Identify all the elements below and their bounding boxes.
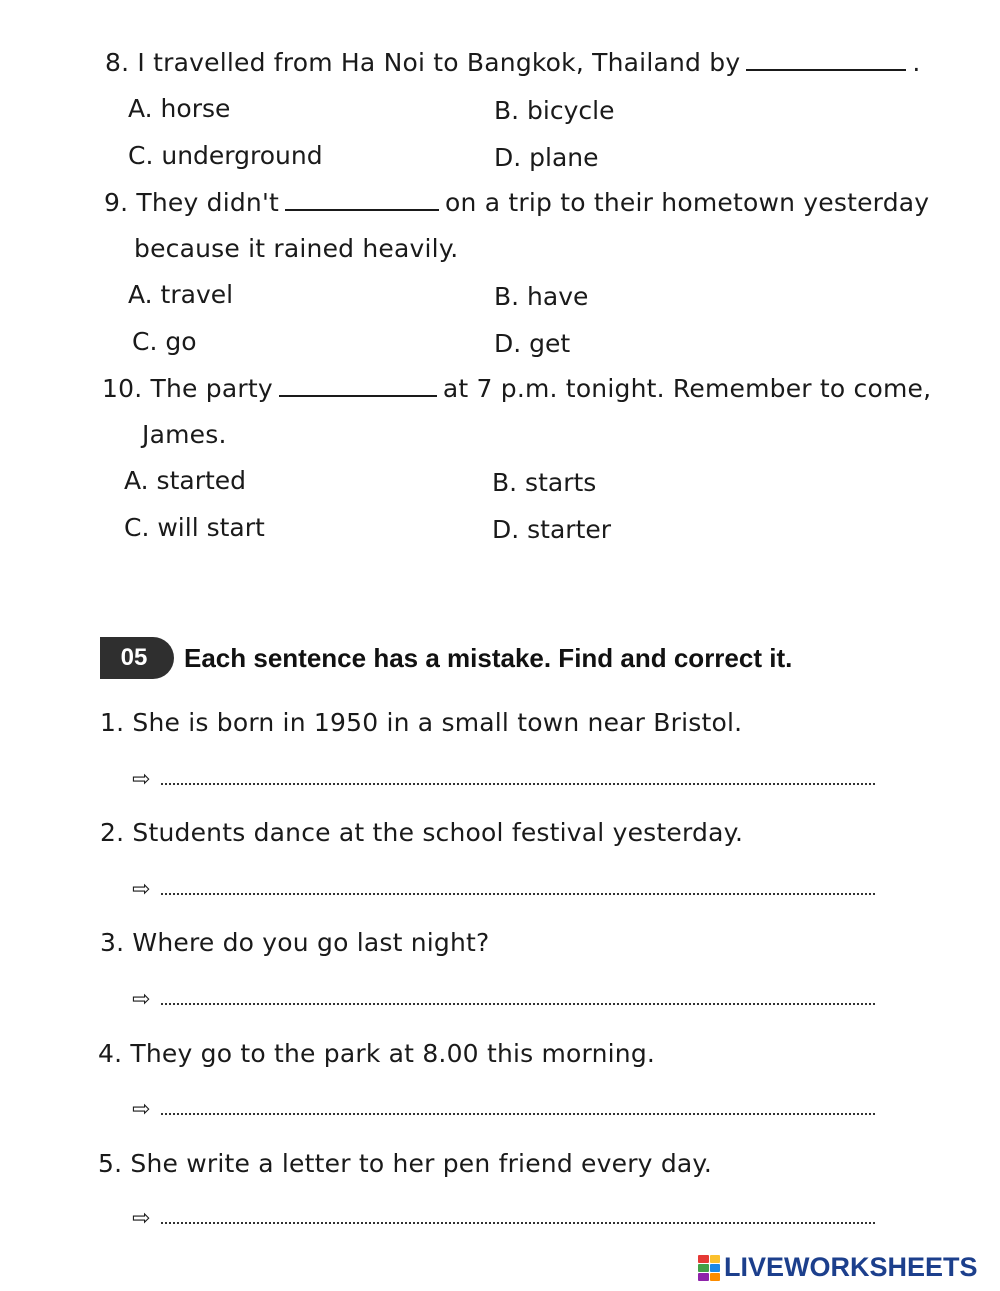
arrow-icon: ⇨ <box>132 1206 151 1231</box>
dotted-answer-field[interactable] <box>160 782 876 786</box>
q9-option-a[interactable]: A. travel <box>128 280 234 309</box>
sentence-5: 5. She write a letter to her pen friend every day. <box>98 1149 712 1178</box>
answer-line-1[interactable] <box>132 762 876 792</box>
q9-option-d[interactable]: D. get <box>494 329 571 358</box>
question-8-period: . <box>912 48 921 77</box>
q9-option-c[interactable]: C. go <box>132 327 197 356</box>
q10-option-b[interactable]: B. starts <box>492 468 597 497</box>
answer-line-5[interactable] <box>132 1201 876 1231</box>
q10-option-c[interactable]: C. will start <box>124 513 265 542</box>
q8-option-a[interactable]: A. horse <box>128 94 231 123</box>
dotted-answer-field[interactable] <box>160 1002 876 1006</box>
question-9 <box>104 188 929 217</box>
question-10-blank[interactable] <box>279 377 437 397</box>
liveworksheets-logo[interactable] <box>698 1252 978 1283</box>
q10-option-d[interactable]: D. starter <box>492 515 612 544</box>
sentence-4: 4. They go to the park at 8.00 this morning. <box>98 1039 656 1068</box>
sentence-1: 1. She is born in 1950 in a small town near Bristol. <box>100 708 743 737</box>
section-05-header <box>100 636 792 680</box>
dotted-answer-field[interactable] <box>160 892 876 896</box>
q8-option-d[interactable]: D. plane <box>494 143 599 172</box>
answer-line-3[interactable] <box>132 982 876 1012</box>
question-10-text-a: 10. The party <box>102 374 273 403</box>
arrow-icon: ⇨ <box>132 767 151 792</box>
q10-option-a[interactable]: A. started <box>124 466 247 495</box>
question-10 <box>102 374 931 403</box>
answer-line-4[interactable] <box>132 1092 876 1122</box>
dotted-answer-field[interactable] <box>160 1221 876 1225</box>
question-10-continued: James. <box>142 420 227 449</box>
q8-option-b[interactable]: B. bicycle <box>494 96 615 125</box>
sentence-3: 3. Where do you go last night? <box>100 928 490 957</box>
dotted-answer-field[interactable] <box>160 1112 876 1116</box>
logo-brand-text: LIVEWORKSHEETS <box>724 1252 978 1282</box>
logo-icon <box>698 1255 720 1281</box>
answer-line-2[interactable] <box>132 872 876 902</box>
question-8-text: 8. I travelled from Ha Noi to Bangkok, Thailand by <box>105 48 741 77</box>
question-9-blank[interactable] <box>285 191 439 211</box>
question-8 <box>105 48 920 77</box>
q8-option-c[interactable]: C. underground <box>128 141 323 170</box>
arrow-icon: ⇨ <box>132 877 151 902</box>
sentence-2: 2. Students dance at the school festival yesterday. <box>100 818 744 847</box>
arrow-icon: ⇨ <box>132 987 151 1012</box>
question-10-text-b: at 7 p.m. tonight. Remember to come, <box>442 374 932 403</box>
question-9-text-a: 9. They didn't <box>104 188 280 217</box>
q9-option-b[interactable]: B. have <box>494 282 589 311</box>
question-8-blank[interactable] <box>746 51 906 71</box>
section-number-badge: 05 <box>100 637 174 679</box>
section-instruction: Each sentence has a mistake. Find and correct it. <box>184 642 793 673</box>
arrow-icon: ⇨ <box>132 1097 151 1122</box>
question-9-continued: because it rained heavily. <box>134 234 459 263</box>
question-9-text-b: on a trip to their hometown yesterday <box>445 188 930 217</box>
